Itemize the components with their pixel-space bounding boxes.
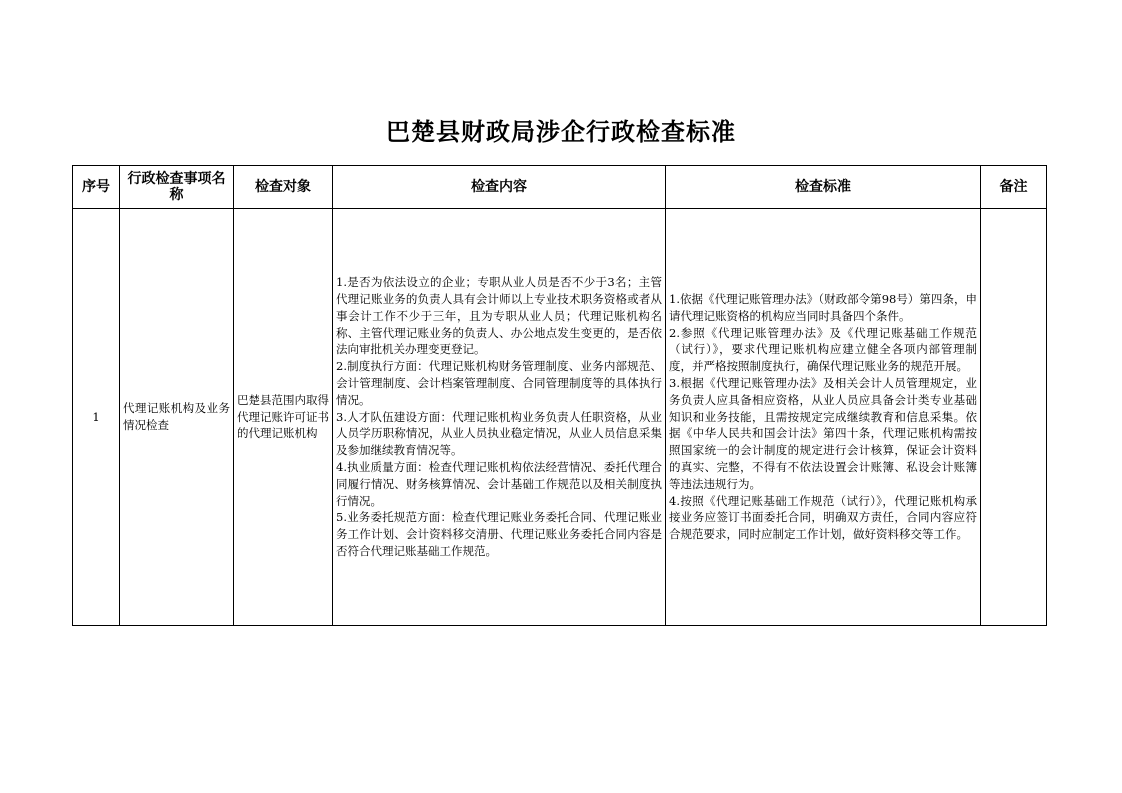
cell-no: 1 [73, 209, 120, 626]
cell-target: 巴楚县范围内取得代理记账许可证书的代理记账机构 [234, 209, 333, 626]
cell-item-name: 代理记账机构及业务情况检查 [120, 209, 234, 626]
content-paragraph: 5.业务委托规范方面：检查代理记账业务委托合同、代理记账业务工作计划、会计资料移交清册、代理记账业务委托合同内容是否符合代理记账基础工作规范。 [336, 510, 662, 558]
header-item-name: 行政检查事项名称 [120, 166, 234, 209]
table-header-row [73, 166, 1047, 209]
cell-remark [981, 209, 1047, 626]
cell-standard [666, 209, 981, 626]
header-content: 检查内容 [333, 166, 666, 209]
table-row [73, 209, 1047, 626]
standard-paragraph: 2.参照《代理记账管理办法》及《代理记账基础工作规范（试行）》，要求代理记账机构应建立健全各项内部管理制度，并严格按照制度执行，确保代理记账业务的规范开展。 [669, 325, 977, 374]
header-target: 检查对象 [234, 166, 333, 209]
header-no: 序号 [73, 166, 120, 209]
page-title: 巴楚县财政局涉企行政检查标准 [386, 117, 736, 146]
content-paragraph: 3.人才队伍建设方面：代理记账机构业务负责人任职资格，从业人员学历职称情况，从业人员执业稳定情况，从业人员信息采集及参加继续教育情况等。 [336, 409, 662, 458]
content-paragraph: 1.是否为依法设立的企业；专职从业人员是否不少于3名；主管代理记账业务的负责人具有会计师以上专业技术职务资格或者从事会计工作不少于三年，且为专职从业人员；代理记账机构名称、主管代理记账业务的负责人、办公地点发生变更的，是否依法向审批机关办理变更登记。 [336, 275, 662, 357]
content-paragraph: 4.执业质量方面：检查代理记账机构依法经营情况、委托代理合同履行情况、财务核算情况、会计基础工作规范以及相关制度执行情况。 [336, 459, 662, 508]
standard-paragraph: 4.按照《代理记账基础工作规范（试行）》，代理记账机构承接业务应签订书面委托合同，明确双方责任，合同内容应符合规范要求，同时应制定工作计划，做好资料移交等工作。 [669, 493, 977, 542]
header-remark: 备注 [981, 166, 1047, 209]
header-standard: 检查标准 [666, 166, 981, 209]
content-paragraph: 2.制度执行方面：代理记账机构财务管理制度、业务内部规范、会计管理制度、会计档案管理制度、合同管理制度等的具体执行情况。 [336, 359, 662, 407]
standard-paragraph: 1.依据《代理记账管理办法》（财政部令第98号）第四条，申请代理记账资格的机构应当同时具备四个条件。 [669, 292, 977, 323]
standard-paragraph: 3.根据《代理记账管理办法》及相关会计人员管理规定，业务负责人应具备相应资格，从业人员应具备会计类专业基础知识和业务技能，且需按规定完成继续教育和信息采集。依据《中华人民共和国会计法》第四十条，代理记账机构需按照国家统一的会计制度的规定进行会计核算，保证会计资料的真实、完整，不得有不依法设置会计账簿、私设会计账簿等违法违规行为。 [669, 376, 977, 491]
inspection-standard-table [72, 165, 1047, 626]
cell-content [333, 209, 666, 626]
